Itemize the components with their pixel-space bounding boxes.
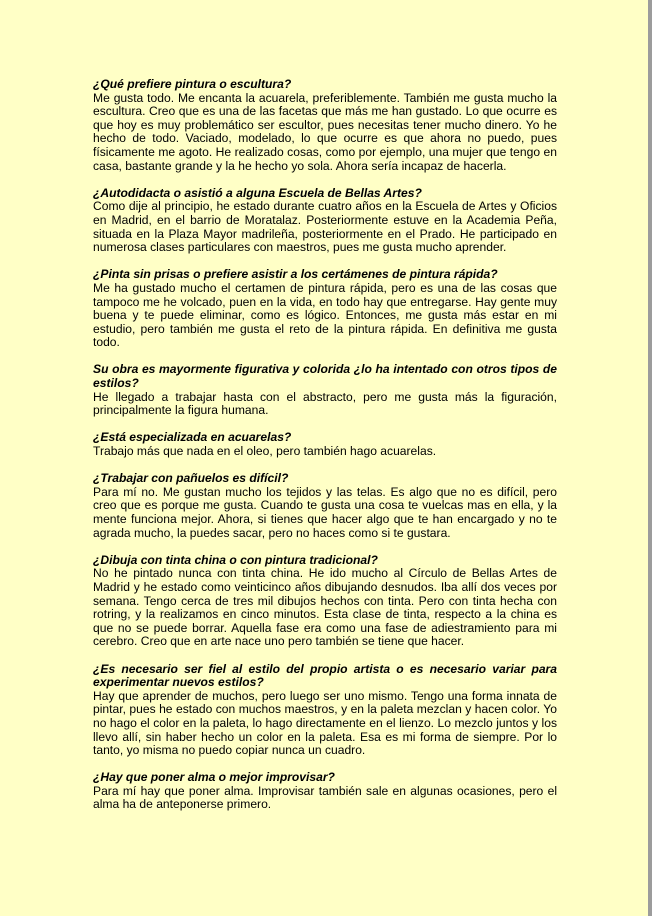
question: ¿Qué prefiere pintura o escultura? [93,77,292,91]
qa-block [93,268,557,350]
question: ¿Hay que poner alma o mejor improvisar? [93,770,335,785]
qa-block [93,78,557,173]
question: ¿Autodidacta o asistió a alguna Escuela de Bellas Artes? [93,185,422,200]
answer: Hay que aprender de muchos, pero luego ser uno mismo. Tengo una forma innata de pintar, pues he estado con muchos maestros, y en la paleta mezclan y hacen color. Yo no hago el color en la paleta, lo hago directamente en el lienzo. Lo mezclo juntos y los llevo allí, sin haber hecho un color en la paleta. Esa es mi forma de siempre. Por lo tanto, yo misma no puedo copiar nunca un cuadro. [93,688,557,758]
answer: He llegado a trabajar hasta con el abstracto, pero me gusta más la figuración, principalmente la figura humana. [93,389,557,418]
question: ¿Es necesario ser fiel al estilo del propio artista o es necesario variar para experimentar nuevos estilos? [93,661,557,690]
answer: Trabajo más que nada en el oleo, pero también hago acuarelas. [93,444,437,459]
qa-block [93,187,557,255]
answer: No he pintado nunca con tinta china. He ido mucho al Círculo de Bellas Artes de Madrid y he estado como veinticinco años dibujando desnudos. Iba allí dos veces por semana. Tengo cerca de tres mil dibujos hechos con tinta. Pero con tinta hecha con rotring, y la realizamos en cinco minutos. Esta clase de tinta, respecto a la china es que no se puede borrar. Aquella fase era como una fase de adiestramiento para mi cerebro. Creo que en arte nace uno pero también se tiene que hacer. [93,566,557,649]
question: ¿Está especializada en acuarelas? [93,430,292,445]
answer: Me ha gustado mucho el certamen de pintura rápida, pero es una de las cosas que tampoco me he volcado, puen en la vida, en todo hay que entregarse. Hay gente muy buena y te puede eliminar, como es lógico. Entonces, me gusta más estar en mi estudio, pero también me gusta el reto de la pintura rápida. En definitiva me gusta todo. [93,280,557,350]
question: ¿Trabajar con pañuelos es difícil? [93,471,289,486]
answer: Para mí no. Me gustan mucho los tejidos y las telas. Es algo que no es difícil, pero creo que es porque me gusta. Cuando te gusta una cosa te vuelcas mas en ella, y la mente funciona mejor. Ahora, si tienes que hacer algo que te han encargado y no te agrada mucho, la puedes sacar, pero no haces como si te gustara. [93,484,557,540]
qa-block [93,663,557,758]
answer: Me gusta todo. Me encanta la acuarela, preferiblemente. También me gusta mucho la escultura. Creo que es una de las facetas que más me han gustado. Lo que ocurre es que hoy es muy problemático ser escultor, pues necesitas tener mucho dinero. Yo he hecho de todo. Vaciado, modelado, lo que ocurre es que ahora no puedo, pues físicamente me agoto. He realizado cosas, como por ejemplo, una mujer que tengo en casa, bastante grande y la he hecho yo sola. Ahora sería incapaz de hacerla. [93,90,557,173]
qa-block [93,363,557,417]
question: ¿Pinta sin prisas o prefiere asistir a los certámenes de pintura rápida? [93,267,498,282]
answer: Para mí hay que poner alma. Improvisar también sale en algunas ocasiones, pero el alma ha de anteponerse primero. [93,783,557,812]
question: ¿Dibuja con tinta china o con pintura tradicional? [93,552,378,567]
interview-document [93,78,557,826]
qa-block [93,771,557,812]
qa-block [93,431,557,458]
qa-block [93,554,557,649]
page-edge [648,0,652,916]
answer: Como dije al principio, he estado durante cuatro años en la Escuela de Artes y Oficios en Madrid, en el barrio de Moratalaz. Posteriormente estuve en la Academia Peña, situada en la Plaza Mayor madrileña, posteriormente en el Prado. He participado en numerosa clases particulares con maestros, pues me gusta mucho aprender. [93,199,557,255]
qa-block [93,472,557,540]
question: Su obra es mayormente figurativa y colorida ¿lo ha intentado con otros tipos de estilos? [93,362,557,391]
